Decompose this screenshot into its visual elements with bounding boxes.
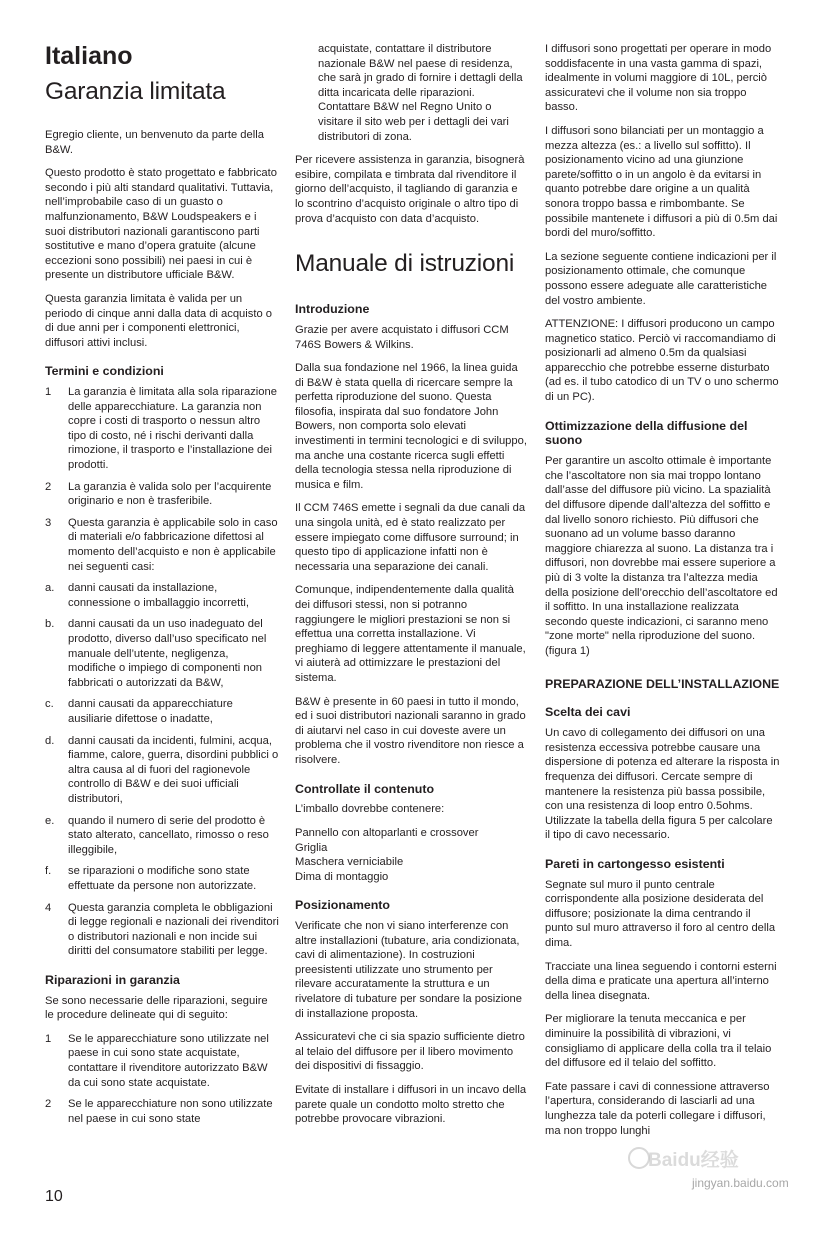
list-marker: b. — [45, 618, 55, 631]
paw-logo-icon — [628, 1147, 650, 1169]
terms-heading: Termini e condizioni — [45, 364, 164, 379]
column-1 — [45, 40, 279, 1133]
list-text: se riparazioni o modifiche sono state effettuate da persone non autorizzate. — [68, 865, 257, 892]
list-marker: 3 — [45, 516, 52, 529]
list-item — [45, 814, 279, 858]
list-text: danni causati da installazione, connessione o imballaggio incorretti, — [68, 582, 249, 609]
list-item — [45, 480, 279, 509]
column-2 — [295, 42, 527, 1136]
paragraph: Per migliorare la tenuta meccanica e per diminuire la possibilità di vibrazioni, vi consigliamo di applicare della colla tra il telaio del diffusore ed il telaio del soffitto. — [545, 1013, 772, 1070]
list-text: danni causati da un uso inadeguato del prodotto, diverso dall’uso specificato nel manuale dell’utente, negligenza, modifiche o impiego di componenti non fabbricati o autorizzati da B&W, — [68, 618, 267, 689]
paragraph: Il CCM 746S emette i segnali da due canali da una singola unità, ed è stato realizzato per essere impiegato come diffusore surround; in questo tipo di applicazione infatti non è necessaria una separazione dei canali. — [295, 502, 526, 573]
paragraph: Per garantire un ascolto ottimale è importante che l’ascoltatore non sia mai troppo lontano dall’asse del diffusore più vicino. La spazialità del diffusore dipende dall’altezza del soffitto e dal livello sonoro richiesto. Più diffusori che suonano ad un volume basso daranno maggiore chiarezza al suono. La distanza tra i diffusori, non dovrebbe mai essere superiore a più di 3 volte la distanza tra l’altezza media della posizione dell’orecchio dell’ascoltatore ed il soffitto. In una installazione realizzata secondo queste indicazioni, ci saranno meno "zone morte" nella riproduzione del suono. (figura 1) — [545, 455, 778, 657]
paragraph: Grazie per avere acquistato i diffusori CCM 746S Bowers & Wilkins. — [295, 323, 509, 351]
list-text: quando il numero di serie del prodotto è stato alterato, cancellato, rimosso o reso illeggibile, — [68, 814, 269, 856]
list-marker: e. — [45, 814, 55, 827]
list-text: La garanzia è valida solo per l’acquirente originario e non è trasferibile. — [68, 480, 272, 508]
paragraph: L’imballo dovrebbe contenere: — [295, 803, 445, 816]
terms-list — [45, 385, 279, 959]
paragraph: I diffusori sono progettati per operare in modo soddisfacente in una vasta gamma di spazi, idealmente in volumi maggiore di 10L, perciò assicuratevi che il volume non sia troppo basso. — [545, 43, 772, 114]
watermark-url: jingyan.baidu.com — [692, 1176, 789, 1190]
paragraph: B&W è presente in 60 paesi in tutto il mondo, ed i suoi distributori nazionali saranno in grado di aiutarvi nel caso in cui doveste avere un problema che il vostro rivenditore non riesce a risolvere. — [295, 695, 526, 766]
paragraph: Se sono necessarie delle riparazioni, seguire le procedure delineate qui di seguito: — [45, 994, 268, 1022]
position-heading: Posizionamento — [295, 898, 391, 913]
paragraph: Comunque, indipendentemente dalla qualità dei diffusori stessi, non si potranno raggiungere le migliori prestazioni se non si effettua una corretta installazione. Vi preghiamo di leggere attentamente il manuale, vi aiuterà ad ottimizzare le prestazioni del sistema. — [295, 584, 526, 684]
cables-heading: Scelta dei cavi — [545, 705, 631, 720]
list-item — [45, 516, 279, 574]
list-item — [45, 385, 279, 473]
paragraph: ATTENZIONE: I diffusori producono un campo magnetico statico. Perciò vi raccomandiamo di posizionarli ad almeno 0.5m da qualsiasi apparecchio che potrebbe esserne disturbato (ad es. il tubo catodico di un TV o uno schermo di un PC). — [545, 318, 779, 404]
list-marker: 1 — [45, 386, 52, 399]
list-item: Dima di montaggio — [295, 870, 389, 883]
list-marker: 2 — [45, 480, 52, 493]
list-text: La garanzia è limitata alla sola riparazione delle apparecchiature. La garanzia non copre i costi di trasporto o nessun altro tipo di costo, né i rischi derivanti dalla rimozione, il trasporto e l’installazione dei prodotti. — [68, 386, 277, 472]
paragraph: Egregio cliente, un benvenuto da parte della B&W. — [45, 129, 264, 156]
repairs-list — [45, 1032, 279, 1127]
list-item: Pannello con altoparlanti e crossover — [295, 826, 479, 839]
list-text: Questa garanzia completa le obbligazioni di legge regionali e nazionali dei rivenditori o distributori nazionali e non incide sui diritti del consumatore stabiliti per legge. — [68, 901, 279, 958]
list-item: Griglia — [295, 841, 328, 854]
list-marker: f. — [45, 865, 52, 878]
list-item: Maschera verniciabile — [295, 856, 404, 869]
paragraph: Un cavo di collegamento dei diffusori on una resistenza eccessiva potrebbe causare una dispersione di potenza ed alterare la risposta in frequenza dei diffusori. Cercate sempre di mantenere la resistenza più bassa possibile, con una resistenza di loop entro 0.5ohms. Utilizzate la tabella della figura 5 per calcolare il tipo di cavo necessario. — [545, 727, 780, 842]
paragraph: I diffusori sono bilanciati per un montaggio a mezza altezza (es.: a livello sul soffitto). Il posizionamento vicino ad una giunzione parete/soffitto o in un angolo è da evitarsi in quanto potrebbe dare origine a un qualità sonora troppo bassa e rimbombante. Se possibile mantenete i diffusori a più di 0.5m dai bordi del muro/soffitto. — [545, 124, 778, 240]
list-marker: d. — [45, 734, 55, 747]
paragraph: Segnate sul muro il punto centrale corrispondente alla posizione desiderata del diffusore; posizionate la dima centrando il punto sul muro attraverso il foro al centro della dima. — [545, 878, 776, 950]
paragraph: Verificate che non vi siano interferenze con altre installazioni (tubature, aria condizionata, cavi di alimentazione). In costruzioni preesistenti utilizzate uno strumento per rilevare accuratamente la struttura e un rivelatore di tubature per sondare la posizione di installazione proposta. — [295, 920, 522, 1020]
warranty-title: Garanzia limitata — [45, 78, 226, 105]
list-text: danni causati da apparecchiature ausiliarie difettose o inadatte, — [68, 698, 233, 725]
list-marker: 1 — [45, 1032, 52, 1045]
list-item — [45, 1097, 279, 1126]
list-text: Se le apparecchiature non sono utilizzate nel paese in cui sono state — [68, 1098, 273, 1125]
paragraph: Questa garanzia limitata è valida per un periodo di cinque anni dalla data di acquisto o di due anni per i componenti elettronici, diffusori attivi inclusi. — [45, 292, 273, 349]
list-text: Se le apparecchiature sono utilizzate nel paese in cui sono state acquistate, contattare il rivenditore autorizzato B&W da cui sono state acquistate. — [68, 1032, 269, 1089]
paragraph: Fate passare i cavi di connessione attraverso l’apertura, considerando di lasciarli ad una lunghezza tale da poterli collegare i diffusori, ma non troppo lunghi — [545, 1080, 770, 1137]
paragraph: Dalla sua fondazione nel 1966, la linea guida di B&W è stata quella di ricercare sempre la perfetta riproduzione del suono. Questa filosofia, inspirata dal suo fondatore John Bowers, non comporta solo elevati investimenti in termini tecnologici e di sviluppo, ma anche una costante ricerca sugli effetti della tecnologia stessa nella riproduzione di musica e film. — [295, 362, 527, 491]
list-item — [45, 697, 279, 726]
list-marker: c. — [45, 698, 54, 711]
watermark-brand: Baidu经验 — [648, 1150, 739, 1171]
list-item — [45, 581, 279, 610]
contents-heading: Controllate il contenuto — [295, 781, 435, 796]
walls-heading: Pareti in cartongesso esistenti — [545, 856, 725, 871]
list-item — [45, 734, 279, 807]
list-marker: a. — [45, 582, 55, 595]
language-heading: Italiano — [45, 42, 133, 70]
column-3 — [545, 42, 780, 1147]
preparation-heading: PREPARAZIONE DELL’INSTALLAZIONE — [545, 676, 780, 691]
optimization-heading: Ottimizzazione della diffusione del suono — [545, 418, 748, 448]
list-marker: 2 — [45, 1098, 52, 1111]
paragraph: Questo prodotto è stato progettato e fabbricato secondo i più alti standard qualitativi. Tuttavia, nell’improbabile caso di un guasto o malfunzionamento, B&W Loudspeakers e i suoi distributori nazionali garantiscono parti sostitutive e mano d’opera gratuite (alcune eccezioni sono possibili) nei paesi in cui è presente un distributore ufficiale B&W. — [45, 167, 277, 282]
manual-title: Manuale di istruzioni — [295, 250, 515, 278]
list-text: danni causati da incidenti, fulmini, acqua, fiamme, calore, guerra, disordini pubblici o altra causa al di fuori del ragionevole controllo di B&W e dei suoi ufficiali distributori, — [68, 734, 279, 805]
paragraph: Evitate di installare i diffusori in un incavo della parete quale un condotto molto stretto che potrebbe provocare vibrazioni. — [295, 1084, 527, 1126]
list-marker: 4 — [45, 901, 52, 914]
paragraph: La sezione seguente contiene indicazioni per il posizionamento ottimale, che comunque possono essere adeguate alle caratteristiche del vostro ambiente. — [545, 250, 777, 307]
watermark — [620, 1135, 789, 1195]
list-item — [45, 1032, 279, 1090]
page-number: 10 — [45, 1188, 63, 1205]
repairs-heading: Riparazioni in garanzia — [45, 972, 180, 987]
list-item — [45, 864, 279, 893]
paragraph: Tracciate una linea seguendo i contorni esterni della dima e praticate una apertura all’interno della linea disegnata. — [545, 960, 777, 1002]
paragraph: Per ricevere assistenza in garanzia, bisognerà esibire, compilata e timbrata dal rivenditore il giorno dell’acquisto, il tagliando di garanzia e lo scontrino d’acquisto originale o altro tipo di prova d’acquisto con data d’acquisto. — [295, 154, 525, 225]
paragraph: Assicuratevi che ci sia spazio sufficiente dietro al telaio del diffusore per il libero movimento dei dispositivi di fissaggio. — [295, 1031, 525, 1073]
list-item — [45, 617, 279, 690]
list-item — [45, 901, 279, 959]
intro-heading: Introduzione — [295, 302, 370, 317]
contents-list — [295, 826, 527, 884]
list-text: Questa garanzia è applicabile solo in caso di materiali e/o fabbricazione difettosi al momento dell’acquisto e non è applicabile nei seguenti casi: — [68, 516, 278, 573]
list-continuation: acquistate, contattare il distributore nazionale B&W nel paese di residenza, che sarà jn grado di fornire i dettagli della ditta incaricata delle riparazioni. Contattare B&W nel Regno Unito o visitare il sito web per i dettagli dei vari distributori di zona. — [318, 43, 523, 143]
